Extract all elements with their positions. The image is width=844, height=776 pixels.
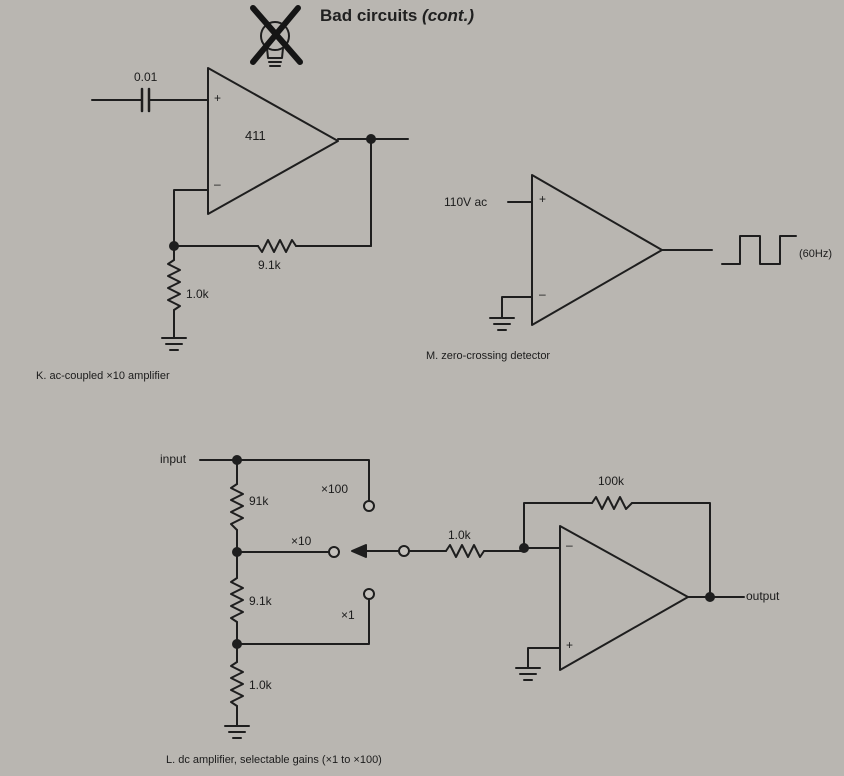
circuit-l — [200, 456, 744, 738]
l-selector-pivot — [399, 546, 409, 556]
l-output-label: output — [746, 589, 780, 603]
m-square-wave — [722, 236, 796, 264]
l-gain-10-label: ×10 — [291, 534, 312, 548]
l-output-junction — [706, 593, 714, 601]
k-capacitor — [142, 89, 149, 111]
m-output-note: (60Hz) — [799, 248, 833, 260]
l-r1-label: 91k — [249, 494, 269, 508]
l-feedback-resistor — [592, 497, 632, 509]
l-minus-label: – — [566, 538, 573, 552]
page-title: Bad circuits (cont.) — [320, 6, 474, 25]
k-caption: K. ac-coupled ×10 amplifier — [36, 370, 170, 382]
l-caption: L. dc amplifier, selectable gains (×1 to ×100) — [166, 754, 382, 766]
k-ground-resistor-label: 1.0k — [186, 287, 209, 301]
m-opamp — [532, 175, 662, 325]
l-feedback-resistor-label: 100k — [598, 474, 625, 488]
crossed-out-lightbulb-icon — [253, 8, 300, 66]
l-gain-100-label: ×100 — [321, 482, 349, 496]
l-input-label: input — [160, 452, 187, 466]
l-input-resistor-label: 1.0k — [448, 528, 471, 542]
l-r3-label: 1.0k — [249, 678, 272, 692]
m-ground-symbol — [490, 318, 514, 330]
l-switch-contact-1 — [364, 589, 374, 599]
l-switch-contact-100 — [364, 501, 374, 511]
l-ground-right — [516, 668, 540, 680]
k-capacitor-label: 0.01 — [134, 70, 158, 84]
k-plus-label: + — [214, 91, 222, 105]
circuit-m — [490, 175, 796, 330]
l-opamp — [560, 526, 688, 670]
l-resistor-1-0k — [231, 662, 243, 706]
k-minus-label: – — [214, 177, 221, 191]
k-feedback-resistor-label: 9.1k — [258, 258, 281, 272]
circuit-k — [92, 68, 408, 350]
k-ground-resistor — [168, 260, 180, 310]
k-ground-symbol — [162, 338, 186, 350]
l-selector-arrowhead — [352, 545, 366, 557]
m-caption: M. zero-crossing detector — [426, 350, 551, 362]
l-resistor-91k — [231, 484, 243, 530]
l-input-resistor — [446, 545, 484, 557]
m-input-label: 110V ac — [444, 195, 488, 209]
l-resistor-9-1k — [231, 578, 243, 622]
k-opamp-label: 411 — [245, 128, 266, 143]
m-plus-label: + — [539, 192, 547, 206]
k-opamp — [208, 68, 338, 214]
l-switch-contact-10 — [329, 547, 339, 557]
l-plus-label: + — [566, 638, 574, 652]
l-r2-label: 9.1k — [249, 594, 272, 608]
l-gain-1-label: ×1 — [341, 608, 355, 622]
l-ground-left — [225, 726, 249, 738]
m-minus-label: – — [539, 287, 546, 301]
k-feedback-resistor — [258, 240, 296, 252]
